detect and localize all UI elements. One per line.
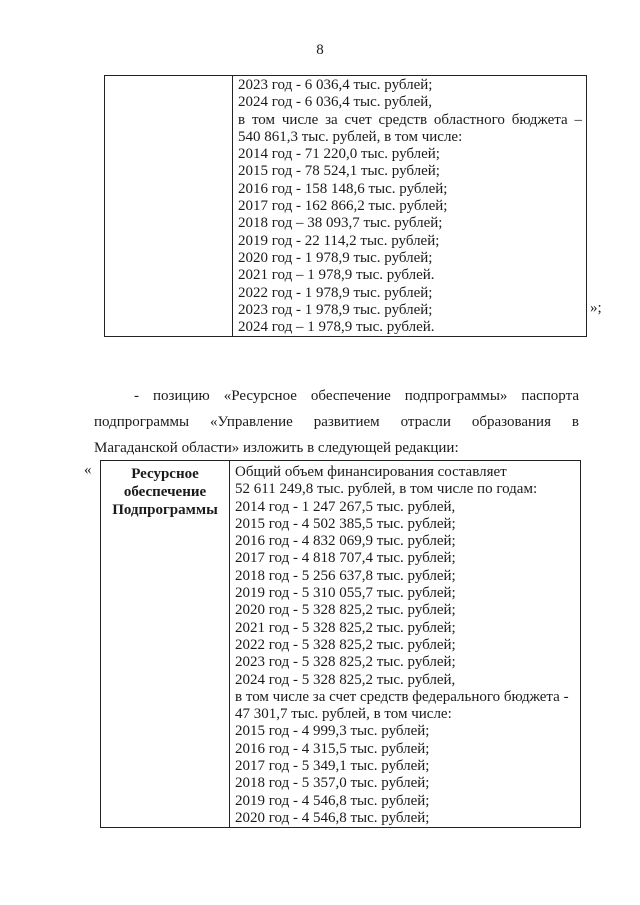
funding-line: 2018 год - 5 256 637,8 тыс. рублей; bbox=[235, 567, 456, 584]
funding-line: 52 611 249,8 тыс. рублей, в том числе по годам: bbox=[235, 481, 538, 498]
funding-line: 2016 год - 4 832 069,9 тыс. рублей; bbox=[235, 533, 456, 550]
closing-quote-mark: »; bbox=[590, 300, 602, 316]
opening-quote-mark: « bbox=[84, 462, 92, 478]
funding-line: 2016 год - 158 148,6 тыс. рублей; bbox=[238, 180, 448, 197]
table-value-cell bbox=[230, 461, 581, 828]
funding-table-continued bbox=[104, 75, 587, 337]
funding-line: 47 301,7 тыс. рублей, в том числе: bbox=[235, 706, 452, 723]
heading-line: Ресурсное bbox=[131, 466, 199, 482]
funding-line: 2018 год – 38 093,7 тыс. рублей; bbox=[238, 215, 443, 232]
funding-line: 2020 год - 4 546,8 тыс. рублей; bbox=[235, 809, 430, 826]
funding-line: 2022 год - 1 978,9 тыс. рублей; bbox=[238, 284, 433, 301]
funding-line: 2022 год - 5 328 825,2 тыс. рублей; bbox=[235, 636, 456, 653]
funding-line: 2017 год - 162 866,2 тыс. рублей; bbox=[238, 198, 448, 215]
funding-line: 2015 год - 78 524,1 тыс. рублей; bbox=[238, 163, 440, 180]
page-number: 8 bbox=[316, 42, 324, 58]
funding-line: 540 861,3 тыс. рублей, в том числе: bbox=[238, 128, 463, 145]
funding-line: 2021 год - 5 328 825,2 тыс. рублей; bbox=[235, 619, 456, 636]
table-label-cell-empty bbox=[105, 76, 233, 337]
funding-line: 2018 год - 5 357,0 тыс. рублей; bbox=[235, 775, 430, 792]
funding-line: 2024 год – 1 978,9 тыс. рублей. bbox=[238, 319, 435, 336]
funding-line: 2016 год - 4 315,5 тыс. рублей; bbox=[235, 740, 430, 757]
funding-line: 2021 год – 1 978,9 тыс. рублей. bbox=[238, 267, 435, 284]
amendment-paragraph: - позицию «Ресурсное обеспечение подпрограммы» паспорта подпрограммы «Управление развитием отрасли образования в Магаданской области» изложить в следующей редакции: bbox=[94, 388, 579, 456]
funding-line: 2023 год - 5 328 825,2 тыс. рублей; bbox=[235, 654, 456, 671]
funding-line: в том числе за счет средств областного бюджета – bbox=[238, 111, 582, 128]
funding-line: 2023 год - 1 978,9 тыс. рублей; bbox=[238, 301, 433, 318]
funding-line: в том числе за счет средств федерального бюджета - bbox=[235, 688, 569, 705]
funding-line: 2019 год - 5 310 055,7 тыс. рублей; bbox=[235, 585, 456, 602]
funding-line: 2017 год - 5 349,1 тыс. рублей; bbox=[235, 758, 430, 775]
heading-line: обеспечение bbox=[123, 484, 207, 500]
funding-line: 2020 год - 5 328 825,2 тыс. рублей; bbox=[235, 602, 456, 619]
funding-line: 2014 год - 1 247 267,5 тыс. рублей, bbox=[235, 498, 456, 515]
funding-line: 2019 год - 4 546,8 тыс. рублей; bbox=[235, 792, 430, 809]
funding-line: 2020 год - 1 978,9 тыс. рублей; bbox=[238, 249, 433, 266]
funding-line: 2015 год - 4 502 385,5 тыс. рублей; bbox=[235, 515, 456, 532]
funding-line: Общий объем финансирования составляет bbox=[235, 464, 507, 480]
funding-table-new bbox=[100, 460, 581, 828]
resource-heading bbox=[101, 461, 229, 519]
funding-line: 2024 год - 6 036,4 тыс. рублей, bbox=[238, 94, 433, 111]
funding-line: 2014 год - 71 220,0 тыс. рублей; bbox=[238, 146, 440, 163]
table-value-cell bbox=[233, 76, 587, 337]
funding-line: 2023 год - 6 036,4 тыс. рублей; bbox=[238, 77, 433, 93]
heading-line: Подпрограммы bbox=[112, 502, 218, 518]
funding-line: 2019 год - 22 114,2 тыс. рублей; bbox=[238, 232, 440, 249]
funding-line: 2017 год - 4 818 707,4 тыс. рублей; bbox=[235, 550, 456, 567]
funding-lines-top bbox=[233, 76, 586, 336]
funding-line: 2015 год - 4 999,3 тыс. рублей; bbox=[235, 723, 430, 740]
table-label-cell bbox=[101, 461, 230, 828]
funding-line: 2024 год - 5 328 825,2 тыс. рублей, bbox=[235, 671, 456, 688]
funding-lines-bottom bbox=[230, 461, 580, 827]
